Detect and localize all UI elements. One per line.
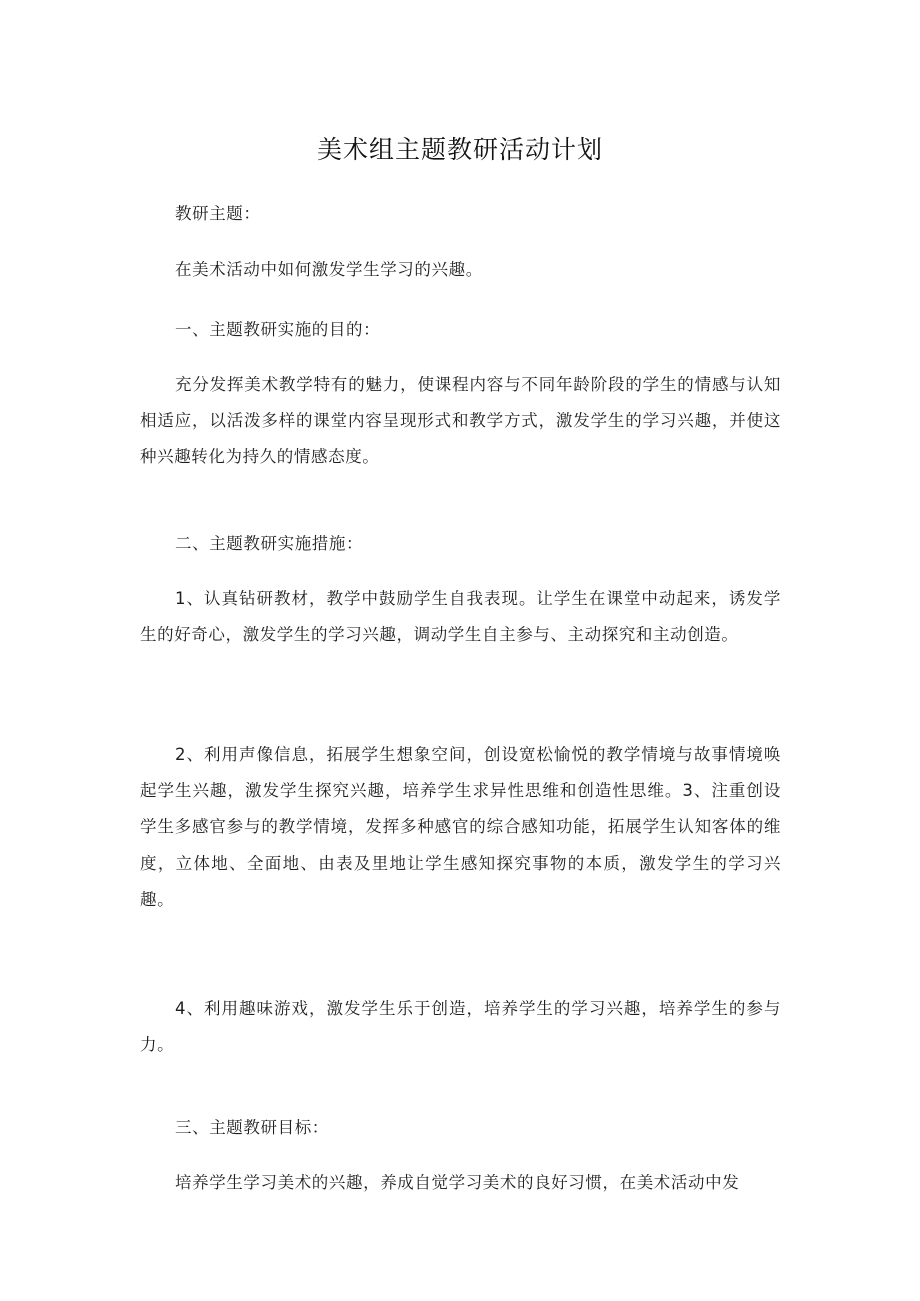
measure-item-1: 1、认真钻研教材，教学中鼓励学生自我表现。让学生在课堂中动起来，诱发学生的好奇心，激发学生的学习兴趣，调动学生自主参与、主动探究和主动创造。	[140, 589, 781, 645]
measure-item-4: 4、利用趣味游戏，激发学生乐于创造，培养学生的学习兴趣，培养学生的参与力。	[140, 999, 781, 1055]
topic-text: 在美术活动中如何激发学生学习的兴趣。	[175, 260, 483, 279]
section1-heading: 一、主题教研实施的目的：	[175, 320, 381, 339]
section3-paragraph: 培养学生学习美术的兴趣，养成自觉学习美术的良好习惯，在美术活动中发	[175, 1173, 740, 1192]
document-title: 美术组主题教研活动计划	[316, 135, 603, 164]
section3-heading: 三、主题教研目标：	[175, 1118, 329, 1137]
topic-label: 教研主题：	[175, 204, 261, 223]
measure-item-2-3: 2、利用声像信息，拓展学生想象空间，创设宽松愉悦的教学情境与故事情境唤起学生兴趣，激发学生探究兴趣，培养学生求异性思维和创造性思维。3、注重创设学生多感官参与的教学情境，发挥多种感官的综合感知功能，拓展学生认知客体的维度，立体地、全面地、由表及里地让学生感知探究事物的本质，激发学生的学习兴趣。	[140, 745, 781, 909]
section2-heading: 二、主题教研实施措施：	[175, 534, 364, 553]
section1-paragraph: 充分发挥美术教学特有的魅力，使课程内容与不同年龄阶段的学生的情感与认知相适应，以活泼多样的课堂内容呈现形式和教学方式，激发学生的学习兴趣，并使这种兴趣转化为持久的情感态度。	[140, 375, 781, 467]
